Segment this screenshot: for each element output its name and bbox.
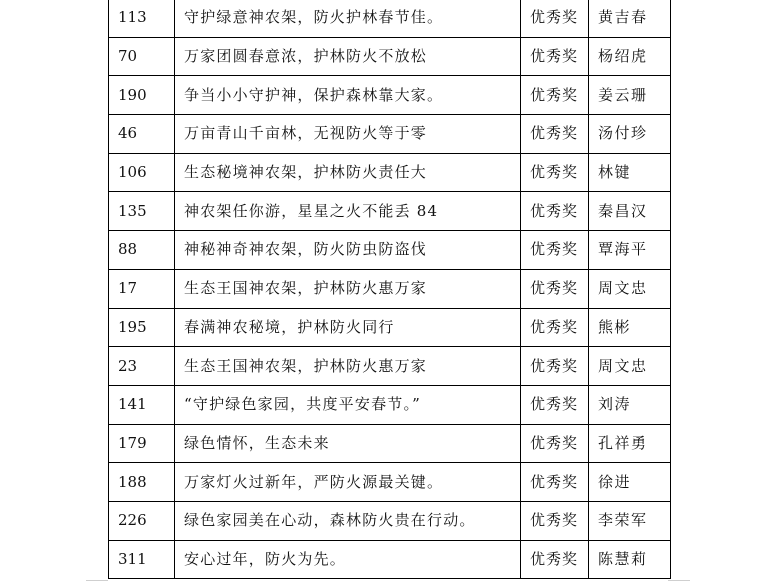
entry-number: 70	[109, 37, 175, 76]
slogan-text: 守护绿意神农架，防火护林春节佳。	[175, 0, 521, 37]
award-table	[108, 0, 671, 579]
entry-number: 190	[109, 76, 175, 115]
award-level: 优秀奖	[521, 153, 589, 192]
author-name: 姜云珊	[589, 76, 671, 115]
slogan-text: 争当小小守护神，保护森林靠大家。	[175, 76, 521, 115]
table-row	[109, 192, 671, 231]
page-corner-mark-left	[86, 580, 108, 581]
award-level: 优秀奖	[521, 308, 589, 347]
entry-number: 179	[109, 424, 175, 463]
author-name: 熊彬	[589, 308, 671, 347]
entry-number: 188	[109, 463, 175, 502]
award-table-body	[109, 0, 671, 579]
slogan-text: 生态王国神农架，护林防火惠万家	[175, 269, 521, 308]
author-name: 周文忠	[589, 269, 671, 308]
entry-number: 17	[109, 269, 175, 308]
award-level: 优秀奖	[521, 463, 589, 502]
award-level: 优秀奖	[521, 231, 589, 270]
slogan-text: 万亩青山千亩林，无视防火等于零	[175, 115, 521, 154]
entry-number: 311	[109, 540, 175, 579]
award-level: 优秀奖	[521, 347, 589, 386]
award-level: 优秀奖	[521, 76, 589, 115]
author-name: 陈慧莉	[589, 540, 671, 579]
slogan-text: 神秘神奇神农架，防火防虫防盗伐	[175, 231, 521, 270]
slogan-text: 绿色家园美在心动，森林防火贵在行动。	[175, 501, 521, 540]
table-row	[109, 385, 671, 424]
author-name: 孔祥勇	[589, 424, 671, 463]
slogan-text: 绿色情怀，生态未来	[175, 424, 521, 463]
author-name: 杨绍虎	[589, 37, 671, 76]
table-row	[109, 76, 671, 115]
table-row	[109, 153, 671, 192]
table-row	[109, 540, 671, 579]
award-level: 优秀奖	[521, 501, 589, 540]
slogan-text: 万家团圆春意浓，护林防火不放松	[175, 37, 521, 76]
entry-number: 46	[109, 115, 175, 154]
table-row	[109, 269, 671, 308]
slogan-text: 安心过年，防火为先。	[175, 540, 521, 579]
entry-number: 195	[109, 308, 175, 347]
award-level: 优秀奖	[521, 424, 589, 463]
slogan-text: 万家灯火过新年，严防火源最关键。	[175, 463, 521, 502]
table-row	[109, 463, 671, 502]
award-level: 优秀奖	[521, 540, 589, 579]
award-level: 优秀奖	[521, 385, 589, 424]
author-name: 汤付珍	[589, 115, 671, 154]
author-name: 周文忠	[589, 347, 671, 386]
table-row	[109, 308, 671, 347]
slogan-text: “守护绿色家园，共度平安春节。”	[175, 385, 521, 424]
author-name: 覃海平	[589, 231, 671, 270]
slogan-text: 生态王国神农架，护林防火惠万家	[175, 347, 521, 386]
table-row	[109, 0, 671, 37]
table-row	[109, 347, 671, 386]
table-row	[109, 37, 671, 76]
entry-number: 113	[109, 0, 175, 37]
author-name: 秦昌汉	[589, 192, 671, 231]
entry-number: 141	[109, 385, 175, 424]
author-name: 徐进	[589, 463, 671, 502]
table-row	[109, 424, 671, 463]
award-level: 优秀奖	[521, 115, 589, 154]
award-level: 优秀奖	[521, 0, 589, 37]
slogan-text: 春满神农秘境，护林防火同行	[175, 308, 521, 347]
author-name: 林键	[589, 153, 671, 192]
author-name: 黄吉春	[589, 0, 671, 37]
table-row	[109, 501, 671, 540]
table-row	[109, 115, 671, 154]
table-row	[109, 231, 671, 270]
page-corner-mark-right	[668, 580, 690, 581]
award-level: 优秀奖	[521, 192, 589, 231]
author-name: 刘涛	[589, 385, 671, 424]
entry-number: 88	[109, 231, 175, 270]
entry-number: 23	[109, 347, 175, 386]
slogan-text: 生态秘境神农架，护林防火责任大	[175, 153, 521, 192]
award-level: 优秀奖	[521, 37, 589, 76]
award-level: 优秀奖	[521, 269, 589, 308]
entry-number: 226	[109, 501, 175, 540]
slogan-text: 神农架任你游，星星之火不能丢 84	[175, 192, 521, 231]
author-name: 李荣军	[589, 501, 671, 540]
entry-number: 106	[109, 153, 175, 192]
entry-number: 135	[109, 192, 175, 231]
